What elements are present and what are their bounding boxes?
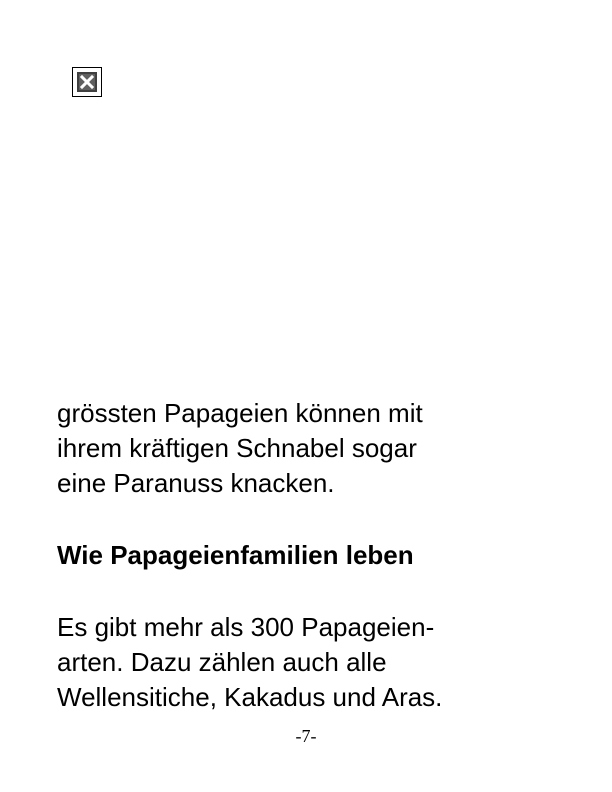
paragraph-parrot-species: Es gibt mehr als 300 Papageien- arten. Dazu zählen auch alle Wellensitiche, Kakadus und Aras. — [57, 612, 443, 712]
section-heading: Wie Papageienfamilien leben — [57, 540, 414, 570]
paragraph-parrot-beak: grössten Papageien können mit ihrem kräftigen Schnabel sogar eine Paranuss knacken. — [57, 398, 423, 498]
close-x-icon — [77, 72, 97, 92]
broken-image-icon — [72, 67, 102, 97]
page-number: -7- — [295, 726, 317, 746]
